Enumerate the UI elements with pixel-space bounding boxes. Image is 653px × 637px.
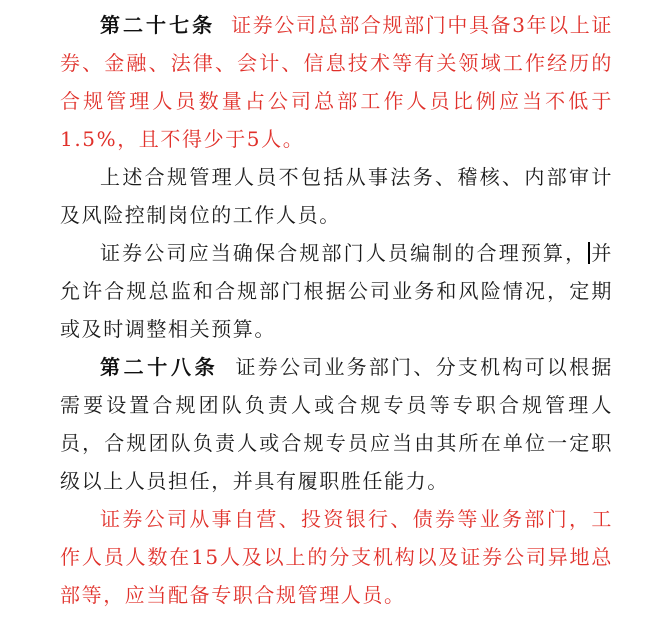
article-28-text-1: 证券公司业务部门、分支机构可以根据需要设置合规团队负责人或合规专员等专职合规管理人员，合规团队负责人或合规专员应当由其所在单位一定职级以上人员担任，并具有履职胜任能力。 (60, 355, 614, 493)
article-28-paragraph-1 (60, 348, 613, 500)
article-27-text-3a: 证券公司应当确保合规部门人员编制的合理预算， (100, 241, 588, 265)
article-27-title: 第二十七条 (100, 13, 216, 37)
article-27-text-1: 证券公司总部合规部门中具备3年以上证券、金融、法律、会计、信息技术等有关领域工作经历的合规管理人员数量占公司总部工作人员比例应当不低于1.5%，且不得少于5人。 (60, 13, 614, 151)
article-28-title: 第二十八条 (100, 355, 219, 379)
article-27-text-3b: 并允许合规总监和合规部门根据公司业务和风险情况，定期或及时调整相关预算。 (60, 241, 613, 341)
article-27-paragraph-3 (60, 234, 613, 348)
article-28-paragraph-2: 证券公司从事自营、投资银行、债券等业务部门，工作人员人数在15人及以上的分支机构以及证券公司异地总部等，应当配备专职合规管理人员。 (60, 507, 613, 607)
article-27-paragraph-1 (60, 6, 613, 158)
article-27-paragraph-2: 上述合规管理人员不包括从事法务、稽核、内部审计及风险控制岗位的工作人员。 (60, 165, 613, 227)
text-cursor (588, 242, 590, 264)
